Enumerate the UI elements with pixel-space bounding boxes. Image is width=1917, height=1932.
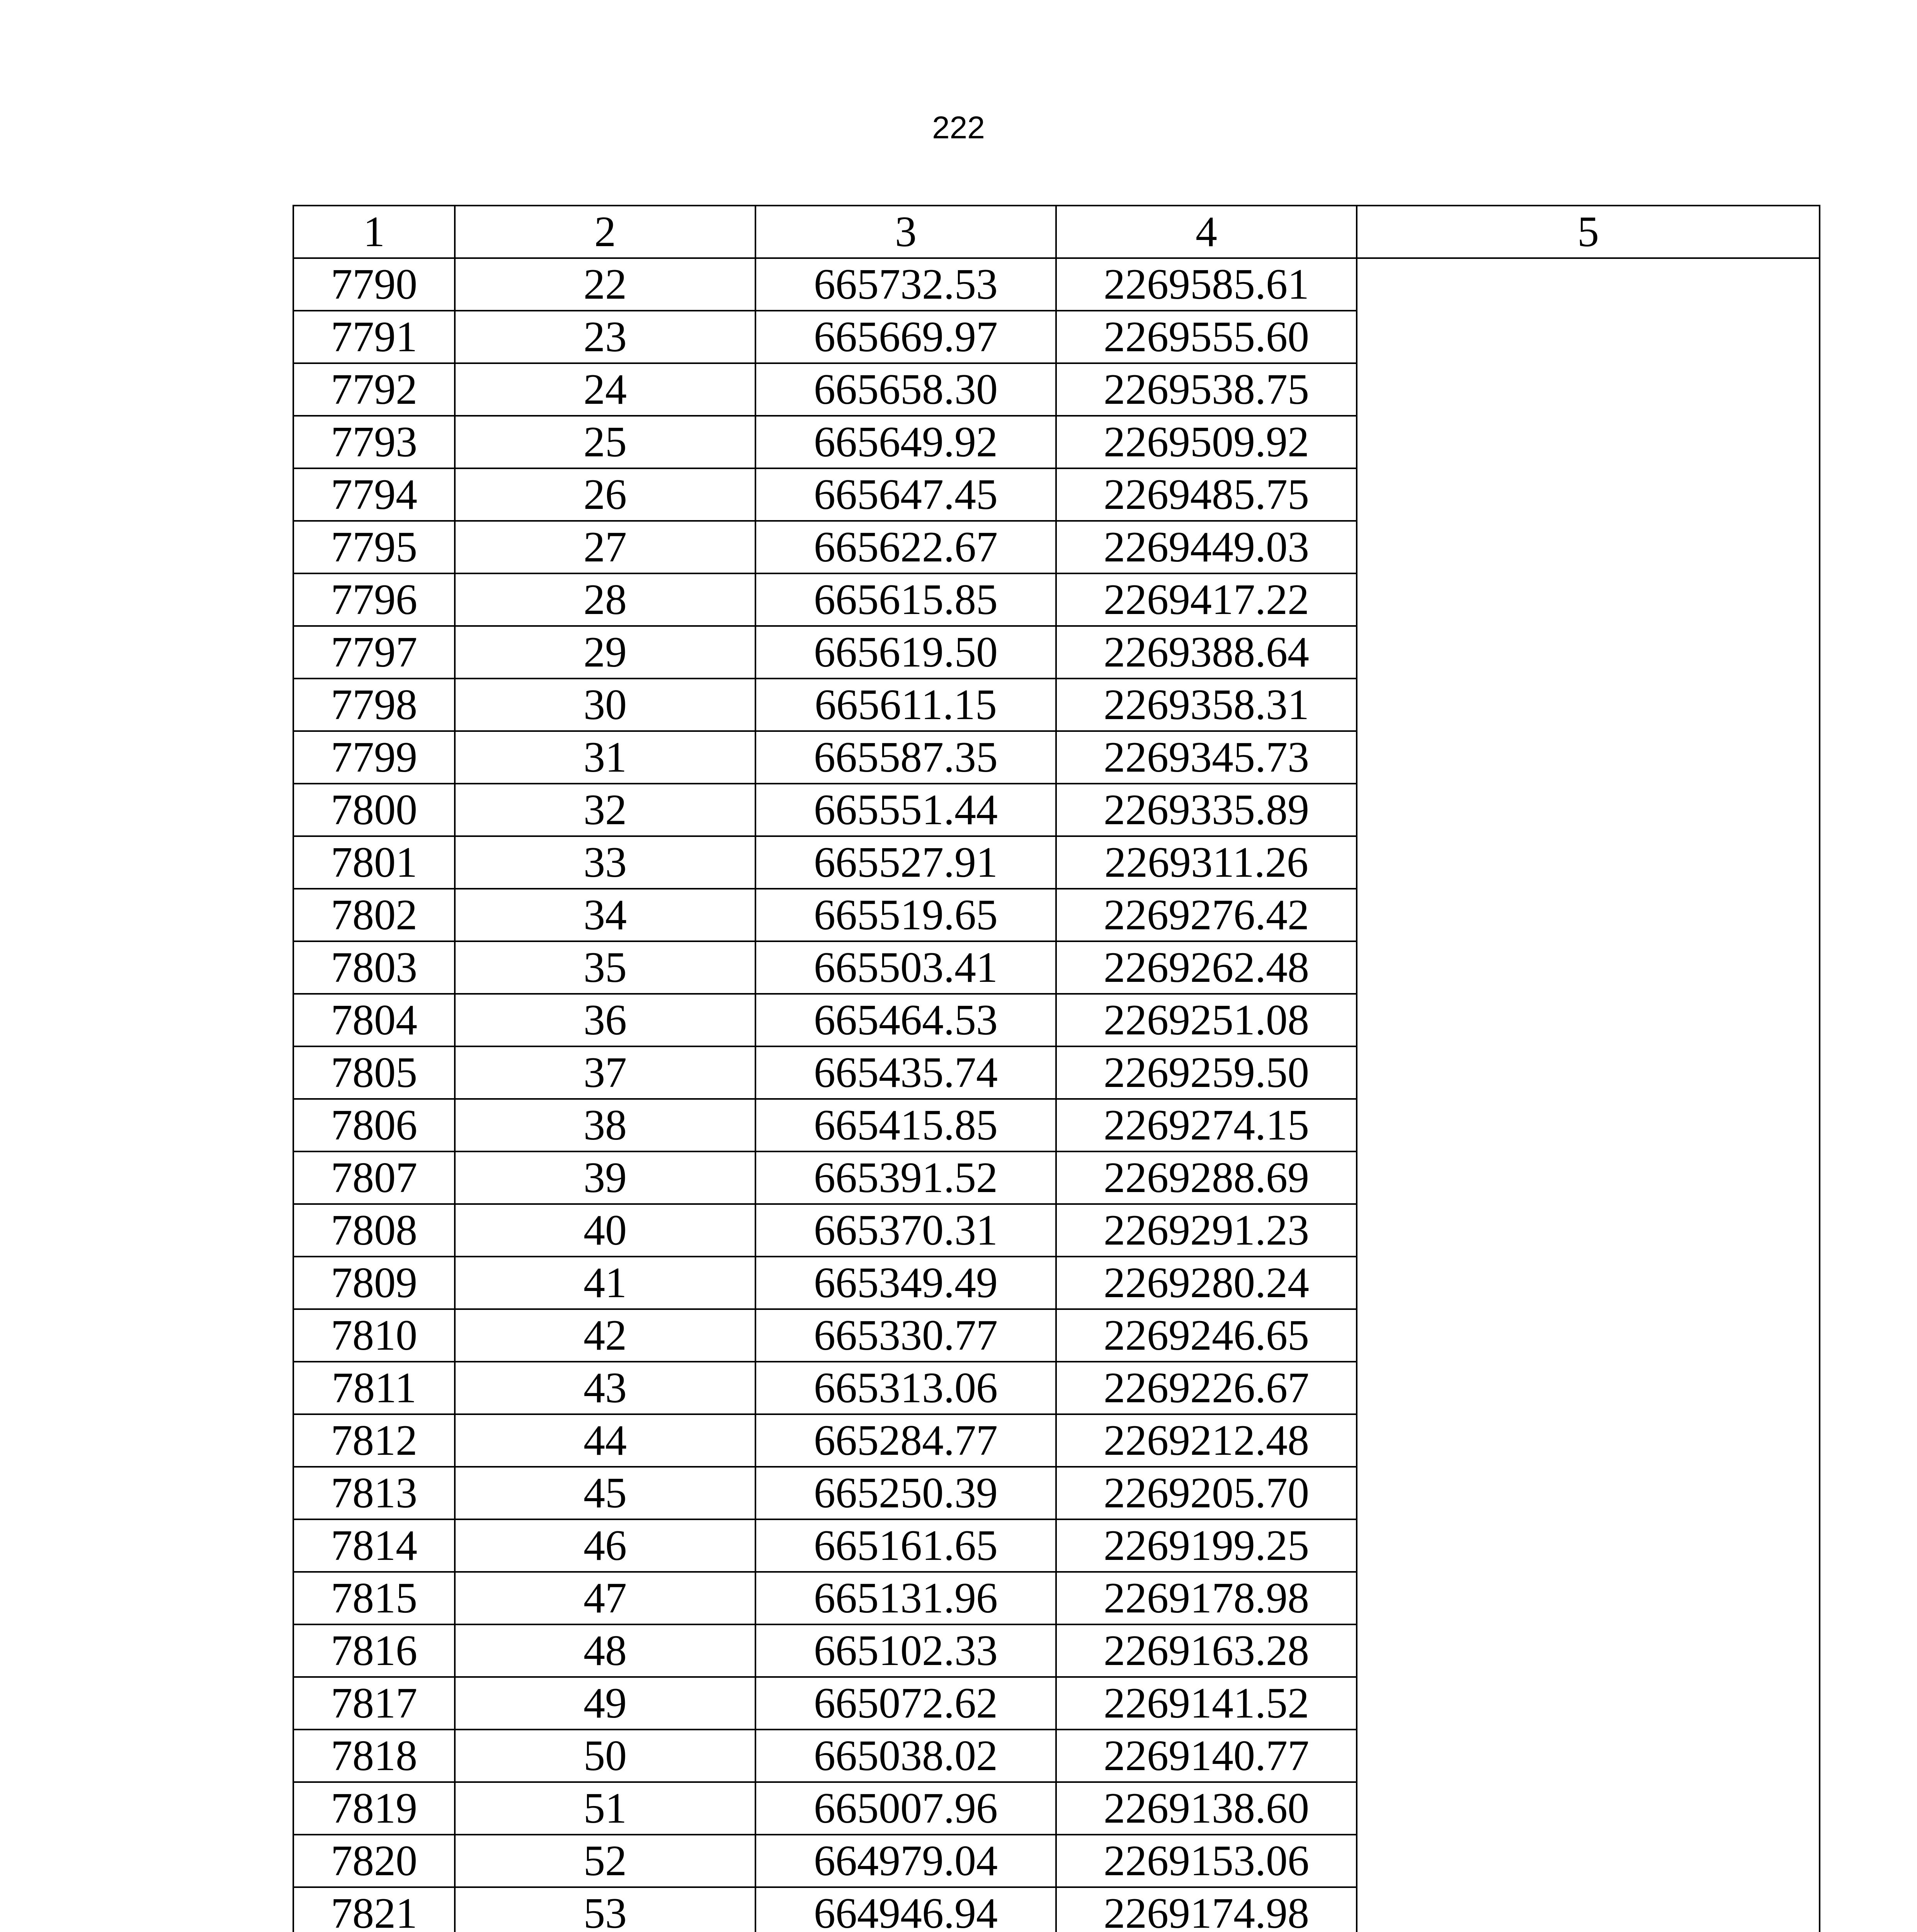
table-cell: 665250.39 [755,1467,1056,1519]
table-cell: 2269262.48 [1056,941,1357,994]
table-cell: 52 [455,1835,755,1887]
table-cell: 2269485.75 [1056,468,1357,521]
table-cell: 7794 [293,468,455,521]
table-cell: 7797 [293,626,455,679]
table-cell: 665649.92 [755,416,1056,468]
column-header: 1 [293,206,455,258]
table-cell: 664946.94 [755,1887,1056,1932]
table-row [293,258,1820,311]
table-cell: 665587.35 [755,731,1056,784]
table-cell: 2269291.23 [1056,1204,1357,1257]
table-cell: 33 [455,836,755,889]
table-cell: 665313.06 [755,1362,1056,1414]
table-cell: 665284.77 [755,1414,1056,1467]
coordinates-table [293,205,1820,1932]
table-header-row [293,206,1820,258]
table-cell: 7799 [293,731,455,784]
table-cell: 7801 [293,836,455,889]
table-cell: 7813 [293,1467,455,1519]
table-cell: 2269141.52 [1056,1677,1357,1730]
table-cell: 2269199.25 [1056,1519,1357,1572]
table-cell: 28 [455,573,755,626]
table-cell: 2269388.64 [1056,626,1357,679]
table-cell: 2269274.15 [1056,1099,1357,1151]
table-cell: 2269509.92 [1056,416,1357,468]
table-cell: 7806 [293,1099,455,1151]
table-cell: 7793 [293,416,455,468]
table-cell: 2269178.98 [1056,1572,1357,1624]
table-cell: 7802 [293,889,455,941]
table-cell: 665415.85 [755,1099,1056,1151]
table-cell: 2269163.28 [1056,1624,1357,1677]
table-cell: 665519.65 [755,889,1056,941]
table-cell: 665435.74 [755,1046,1056,1099]
table-cell: 2269226.67 [1056,1362,1357,1414]
column-header: 4 [1056,206,1357,258]
table-cell: 37 [455,1046,755,1099]
table-cell: 2269358.31 [1056,679,1357,731]
column-header: 5 [1357,206,1820,258]
table-cell: 665102.33 [755,1624,1056,1677]
table-cell: 664979.04 [755,1835,1056,1887]
table-cell: 41 [455,1257,755,1309]
table-cell: 7811 [293,1362,455,1414]
table-cell: 39 [455,1151,755,1204]
table-cell: 46 [455,1519,755,1572]
table-cell: 45 [455,1467,755,1519]
table-cell: 7809 [293,1257,455,1309]
table-cell: 7791 [293,311,455,363]
table-cell: 2269335.89 [1056,784,1357,836]
table-cell: 30 [455,679,755,731]
table-cell: 2269585.61 [1056,258,1357,311]
table-cell: 42 [455,1309,755,1362]
table-cell: 49 [455,1677,755,1730]
table-cell: 2269212.48 [1056,1414,1357,1467]
table-cell: 7803 [293,941,455,994]
table-cell: 7804 [293,994,455,1046]
table-cell: 7800 [293,784,455,836]
table-cell: 2269417.22 [1056,573,1357,626]
table-cell: 665647.45 [755,468,1056,521]
table-cell: 665161.65 [755,1519,1056,1572]
table-cell: 7819 [293,1782,455,1835]
table-cell: 26 [455,468,755,521]
table-cell: 2269246.65 [1056,1309,1357,1362]
column-5-empty-cell [1357,258,1820,1932]
table-cell: 35 [455,941,755,994]
table-cell: 665349.49 [755,1257,1056,1309]
table-cell: 2269174.98 [1056,1887,1357,1932]
table-cell: 7812 [293,1414,455,1467]
table-cell: 7810 [293,1309,455,1362]
table-cell: 2269140.77 [1056,1730,1357,1782]
table-cell: 23 [455,311,755,363]
table-cell: 7795 [293,521,455,573]
table-cell: 2269205.70 [1056,1467,1357,1519]
table-cell: 51 [455,1782,755,1835]
table-cell: 7808 [293,1204,455,1257]
table-cell: 7821 [293,1887,455,1932]
table-body [293,258,1820,1932]
table-cell: 40 [455,1204,755,1257]
table-cell: 7815 [293,1572,455,1624]
table-cell: 665464.53 [755,994,1056,1046]
table-cell: 665622.67 [755,521,1056,573]
table-cell: 34 [455,889,755,941]
table-cell: 665658.30 [755,363,1056,416]
table-cell: 665330.77 [755,1309,1056,1362]
table-cell: 2269288.69 [1056,1151,1357,1204]
table-cell: 36 [455,994,755,1046]
table-cell: 2269251.08 [1056,994,1357,1046]
table-cell: 7798 [293,679,455,731]
table-cell: 22 [455,258,755,311]
table-cell: 27 [455,521,755,573]
table-cell: 25 [455,416,755,468]
table-cell: 2269538.75 [1056,363,1357,416]
column-header: 2 [455,206,755,258]
table-cell: 7814 [293,1519,455,1572]
table-cell: 665007.96 [755,1782,1056,1835]
table-cell: 2269555.60 [1056,311,1357,363]
table-cell: 43 [455,1362,755,1414]
table-cell: 32 [455,784,755,836]
table-cell: 665391.52 [755,1151,1056,1204]
table-cell: 2269276.42 [1056,889,1357,941]
table-cell: 44 [455,1414,755,1467]
table-cell: 2269153.06 [1056,1835,1357,1887]
table-cell: 7790 [293,258,455,311]
table-cell: 7792 [293,363,455,416]
table-cell: 665503.41 [755,941,1056,994]
table-cell: 2269280.24 [1056,1257,1357,1309]
table-cell: 7816 [293,1624,455,1677]
table-cell: 2269259.50 [1056,1046,1357,1099]
table-cell: 665619.50 [755,626,1056,679]
table-cell: 53 [455,1887,755,1932]
table-cell: 665370.31 [755,1204,1056,1257]
table-cell: 7796 [293,573,455,626]
table-cell: 665131.96 [755,1572,1056,1624]
table-cell: 665527.91 [755,836,1056,889]
table-cell: 7820 [293,1835,455,1887]
table-cell: 2269311.26 [1056,836,1357,889]
table-cell: 665038.02 [755,1730,1056,1782]
table-cell: 29 [455,626,755,679]
table-cell: 47 [455,1572,755,1624]
table-cell: 24 [455,363,755,416]
table-cell: 2269345.73 [1056,731,1357,784]
table-cell: 2269449.03 [1056,521,1357,573]
table-cell: 665072.62 [755,1677,1056,1730]
table-cell: 7818 [293,1730,455,1782]
column-header: 3 [755,206,1056,258]
table-cell: 665669.97 [755,311,1056,363]
table-cell: 50 [455,1730,755,1782]
table-cell: 665611.15 [755,679,1056,731]
table-cell: 38 [455,1099,755,1151]
table-cell: 48 [455,1624,755,1677]
page-number: 222 [932,110,985,145]
table-cell: 7807 [293,1151,455,1204]
table-cell: 665551.44 [755,784,1056,836]
table-cell: 7817 [293,1677,455,1730]
table-cell: 31 [455,731,755,784]
table-cell: 7805 [293,1046,455,1099]
table-cell: 665732.53 [755,258,1056,311]
table-cell: 2269138.60 [1056,1782,1357,1835]
table-cell: 665615.85 [755,573,1056,626]
